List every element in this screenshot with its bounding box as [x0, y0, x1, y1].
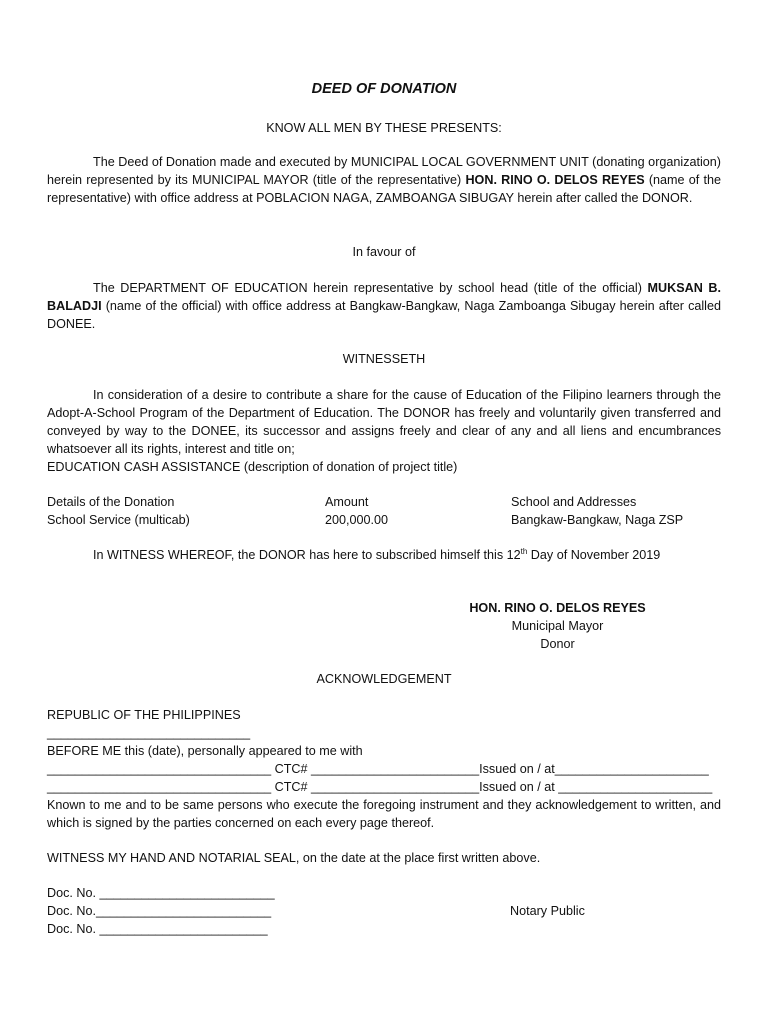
doc-no-line-3: Doc. No. ________________________: [47, 922, 268, 936]
witness-whereof-text-b: Day of November 2019: [527, 548, 661, 562]
witnesseth-heading: WITNESSETH: [342, 352, 426, 366]
donor-name: HON. RINO O. DELOS REYES: [465, 173, 645, 187]
donee-paragraph-text-a: The DEPARTMENT OF EDUCATION herein representative by school head (title of the official): [93, 281, 648, 295]
details-header-amount: Amount: [325, 495, 369, 509]
witness-whereof-superscript: th: [520, 546, 528, 556]
signatory-title: Municipal Mayor: [511, 619, 604, 633]
notary-public-label: Notary Public: [510, 904, 585, 918]
donor-paragraph: [47, 153, 721, 207]
donor-paragraph-text-c: (name of the representative) with office address at POBLACION NAGA, ZAMBOANGA SIBUGAY herein after called the DONOR.: [47, 173, 721, 205]
donee-paragraph-text-c: (name of the official) with office address at Bangkaw-Bangkaw, Naga Zamboanga Sibugay herein after called DONEE.: [47, 299, 721, 331]
donor-paragraph-text-a: The Deed of Donation made and executed by MUNICIPAL LOCAL GOVERNMENT UNIT (donating organization) herein represented by its MUNICIPAL MAYOR (title of the representative): [47, 155, 721, 187]
details-cell-school: Bangkaw-Bangkaw, Naga ZSP: [511, 513, 684, 527]
acknowledgement-heading: ACKNOWLEDGEMENT: [316, 672, 452, 686]
consideration-paragraph: In consideration of a desire to contribute a share for the cause of Education of the Filipino learners through the Adopt-A-School Program of the Department of Education. The DONOR has freely and voluntarily given transferred and conveyed by way to the DONEE, its successor and assigns freely and clear of any and all liens and encumbrances whatsoever all its rights, interest and title on;: [47, 388, 721, 456]
signatory-name: HON. RINO O. DELOS REYES: [469, 601, 646, 615]
republic-line: REPUBLIC OF THE PHILIPPINES: [47, 708, 241, 722]
known-to-me-paragraph: Known to me and to be same persons who execute the foregoing instrument and they acknowledgement to written, and which is signed by the parties concerned on each every page thereof.: [47, 798, 721, 830]
witness-whereof-text-a: In WITNESS WHEREOF, the DONOR has here to subscribed himself this 12: [93, 548, 521, 562]
details-header-description: Details of the Donation: [47, 495, 175, 509]
ctc-line-1: ________________________________ CTC# ________________________Issued on / at______________________: [47, 762, 709, 776]
doc-no-line-1: Doc. No. _________________________: [47, 886, 275, 900]
details-header-school: School and Addresses: [511, 495, 637, 509]
donee-paragraph: [47, 279, 721, 333]
details-table-header: [47, 493, 721, 511]
details-table-row: [47, 511, 721, 529]
doc-no-line-2: Doc. No._________________________: [47, 904, 272, 918]
before-me-line: BEFORE ME this (date), personally appeared to me with: [47, 744, 363, 758]
document-title: DEED OF DONATION: [311, 81, 457, 97]
witness-hand-line: WITNESS MY HAND AND NOTARIAL SEAL, on the date at the place first written above.: [47, 851, 541, 865]
know-all-heading: KNOW ALL MEN BY THESE PRESENTS:: [266, 121, 502, 135]
in-favour-heading: In favour of: [352, 245, 416, 259]
signatory-role: Donor: [540, 637, 575, 651]
donor-signature-block: [420, 599, 695, 653]
donee-name: MUKSAN B. BALADJI: [47, 281, 721, 313]
witness-whereof-paragraph: [47, 546, 721, 564]
ctc-line-2: ________________________________ CTC# ________________________Issued on / at ______________________: [47, 780, 713, 794]
details-cell-amount: 200,000.00: [325, 513, 389, 527]
republic-blank: _____________________________: [47, 726, 251, 740]
donation-title: EDUCATION CASH ASSISTANCE (description of donation of project title): [47, 460, 458, 474]
details-cell-description: School Service (multicab): [47, 513, 190, 527]
